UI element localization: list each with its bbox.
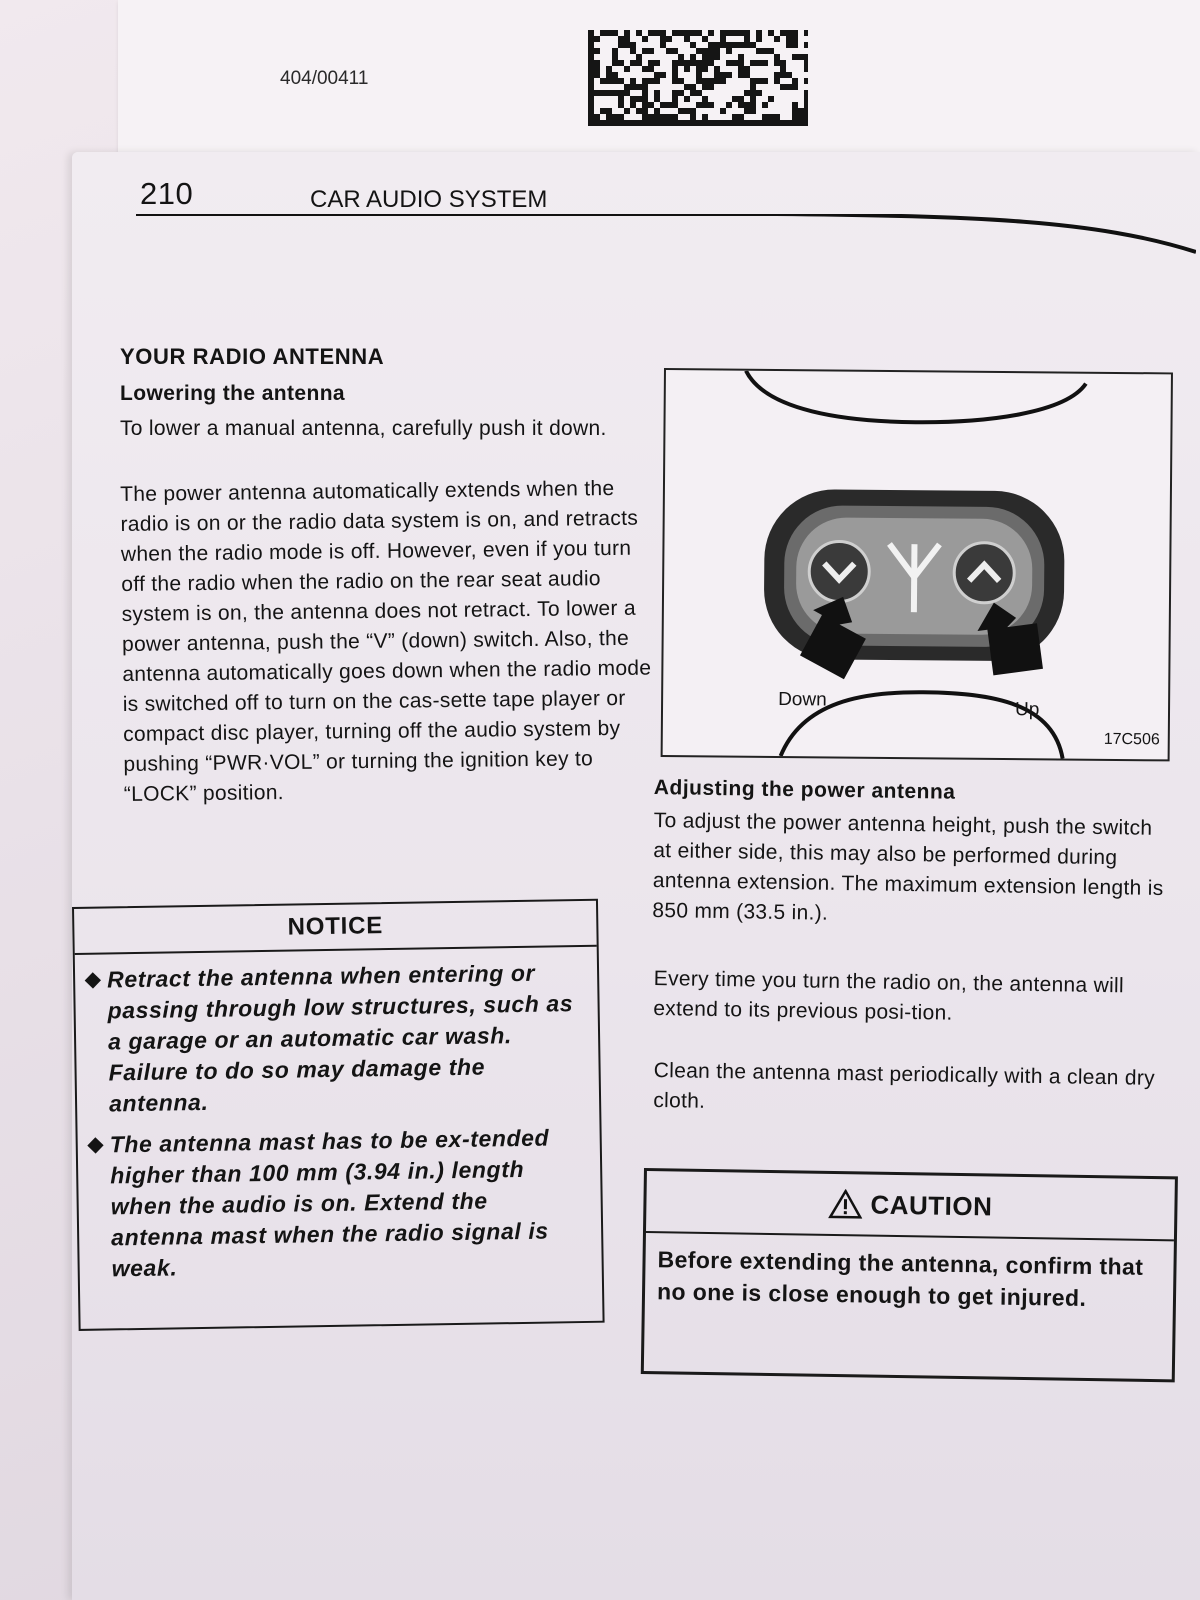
- notice-item: [75, 947, 600, 1120]
- caution-title: CAUTION: [870, 1189, 993, 1221]
- warning-triangle-icon: [828, 1189, 862, 1220]
- label-down: Down: [778, 689, 827, 711]
- antenna-switch-figure: [661, 368, 1173, 761]
- label-up: Up: [1014, 699, 1040, 721]
- bullet-diamond-icon: ◆: [84, 968, 102, 991]
- notice-title: NOTICE: [74, 901, 597, 955]
- main-heading: YOUR RADIO ANTENNA: [120, 344, 385, 369]
- paragraph-power-antenna: The power antenna automatically extends when the radio is on or the radio data system is on, and retracts when the radio mode is off. However, even if you turn off the radio when the radio on the rear seat audio system is on, the antenna does not retract. To lower a power antenna, push the “V” (down) switch. Also, the antenna automatically goes down when the radio mode is switched off to turn on the cas-sette tape player or compact disc player, turning off the audio system by pushing “PWR·VOL” or turning the ignition key to “LOCK” position.: [120, 476, 652, 806]
- section-title: CAR AUDIO SYSTEM: [310, 186, 548, 213]
- paragraph-clean: Clean the antenna mast periodically with a clean dry cloth.: [653, 1058, 1156, 1113]
- subheading-lowering: Lowering the antenna: [120, 382, 346, 405]
- subheading-adjusting: Adjusting the power antenna: [653, 776, 956, 804]
- notice-item-text: The antenna mast has to be ex-tended higher than 100 mm (3.94 in.) length when the audio is on. Extend the antenna mast when the radio signal is weak.: [109, 1124, 550, 1282]
- paragraph-adjust: To adjust the power antenna height, push the switch at either side, this may also be performed during antenna extension. The maximum extension length is 850 mm (33.5 in.).: [652, 808, 1164, 925]
- paragraph-manual-antenna: To lower a manual antenna, carefully push it down.: [120, 417, 607, 440]
- antenna-switch-illustration: [663, 370, 1171, 759]
- bullet-diamond-icon: ◆: [87, 1133, 104, 1156]
- matrix-barcode: [588, 30, 808, 126]
- down-switch: [809, 541, 870, 602]
- page-number: 210: [140, 176, 194, 211]
- header-rule: [136, 214, 1196, 254]
- notice-item-text: Retract the antenna when entering or passing through low structures, such as a garage or an automatic car wash. Failure to do so may damage the antenna.: [106, 959, 574, 1117]
- sheet-code: 404/00411: [280, 68, 369, 89]
- caution-box: [641, 1168, 1178, 1382]
- figure-code: 17C506: [1103, 730, 1160, 749]
- notice-item: [77, 1112, 602, 1285]
- manual-page: [72, 152, 1200, 1600]
- caution-text: Before extending the antenna, confirm that no one is close enough to get injured.: [656, 1246, 1144, 1311]
- up-switch: [954, 543, 1015, 604]
- notice-box: [72, 899, 605, 1331]
- caution-header: [646, 1171, 1175, 1241]
- paragraph-every-time: Every time you turn the radio on, the antenna will extend to its previous posi-tion.: [653, 966, 1125, 1025]
- back-sheet: [118, 0, 1200, 165]
